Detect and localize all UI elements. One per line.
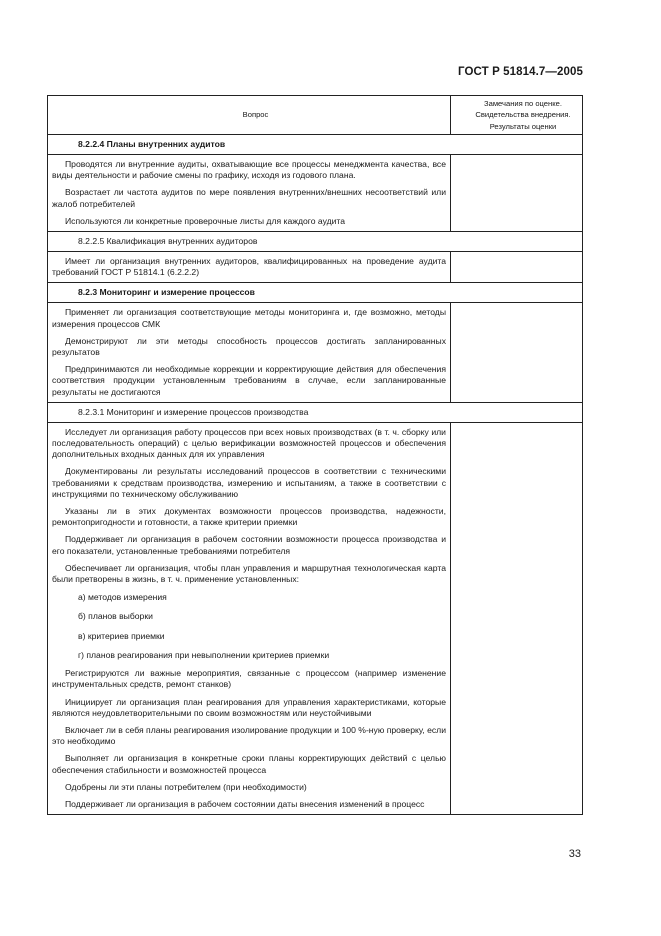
section-row <box>48 232 583 252</box>
question-text: Выполняет ли организация в конкретные сроки планы корректирующих действий с целью обеспечения стабильности и возможностей процесса <box>52 753 446 775</box>
question-text: Предпринимаются ли необходимые коррекции и корректирующие действия для обеспечения соответствия продукции установленным требованиям в случае, если запланированные результаты не достигаются <box>52 364 446 397</box>
question-text: Документированы ли результаты исследований процессов в соответствии с техническими требованиями к средствам производства, измерению и испытаниям, а также в соответствии с инструкциями по техническому обслуживанию <box>52 466 446 499</box>
notes-header-line: Результаты оценки <box>489 121 557 131</box>
answer-cell[interactable] <box>451 252 583 283</box>
assessment-table <box>47 95 583 815</box>
list-item: а) методов измерения <box>78 592 167 603</box>
question-text: Поддерживает ли организация в рабочем состоянии возможности процесса производства и его показатели, установленные требованиями потребителя <box>52 534 446 556</box>
answer-cell[interactable] <box>451 303 583 402</box>
column-header-question: Вопрос <box>48 96 451 135</box>
question-text: Инициирует ли организация план реагирования для управления характеристиками, которые являются неудовлетворительными по своим возможностям или неустойчивыми <box>52 696 446 718</box>
list-item: г) планов реагирования при невыполнении критериев приемки <box>78 649 330 660</box>
question-text: Демонстрируют ли эти методы способность процессов достигать запланированных результатов <box>52 335 446 358</box>
notes-header-line: Свидетельства внедрения. <box>475 110 571 120</box>
question-cell <box>48 422 451 814</box>
question-text: Проводятся ли внутренние аудиты, охватывающие все процессы менеджмента качества, все виды деятельности и рабочие смены по графику, исходя из годового плана. <box>52 159 446 181</box>
section-row <box>48 283 583 303</box>
document-code: ГОСТ Р 51814.7—2005 <box>458 66 583 78</box>
page-number: 33 <box>568 848 581 860</box>
question-text: Исследует ли организация работу процессов при всех новых производствах (в т. ч. сборку или последовательность операций) с целью верификации возможностей процессов и обеспечения дополнительных входных данных для их управления <box>52 426 446 460</box>
answer-cell[interactable] <box>451 155 583 232</box>
question-text: Включает ли в себя планы реагирования изолирование продукции и 100 %-ную проверку, если это необходимо <box>52 724 446 747</box>
question-cell <box>48 155 451 232</box>
question-text: Используются ли конкретные проверочные листы для каждого аудита <box>65 215 346 226</box>
notes-header-line: Замечания по оценке. <box>484 98 562 108</box>
section-row <box>48 135 583 155</box>
question-text: Регистрируются ли важные мероприятия, связанные с процессом (например изменение инструментальных средств, ремонт станков) <box>52 668 446 690</box>
section-title: 8.2.2.4 Планы внутренних аудитов <box>48 135 583 155</box>
section-title: 8.2.3.1 Мониторинг и измерение процессов производства <box>48 402 583 422</box>
section-title: 8.2.2.5 Квалификация внутренних аудиторов <box>48 232 583 252</box>
section-title: 8.2.3 Мониторинг и измерение процессов <box>48 283 583 303</box>
question-cell <box>48 252 451 283</box>
question-text: Обеспечивает ли организация, чтобы план управления и маршрутная технологическая карта были претворены в жизнь, в т. ч. применение установленных: <box>52 562 446 585</box>
question-group-row <box>48 303 583 402</box>
question-text: Одобрены ли эти планы потребителем (при необходимости) <box>65 781 307 792</box>
question-cell <box>48 303 451 402</box>
column-header-notes <box>451 96 583 135</box>
answer-cell[interactable] <box>451 422 583 814</box>
list-item: в) критериев приемки <box>78 630 165 641</box>
section-row <box>48 402 583 422</box>
list-item: б) планов выборки <box>78 611 153 622</box>
question-group-row <box>48 422 583 814</box>
question-text: Имеет ли организация внутренних аудиторов, квалифицированных на проведение аудита требований ГОСТ Р 51814.1 (6.2.2.2) <box>52 256 446 278</box>
question-text: Поддерживает ли организация в рабочем состоянии даты внесения изменений в процесс <box>65 798 425 809</box>
question-group-row <box>48 252 583 283</box>
question-text: Применяет ли организация соответствующие методы мониторинга и, где возможно, методы измерения процессов СМК <box>52 307 446 329</box>
question-text: Возрастает ли частота аудитов по мере появления внутренних/внешних несоответствий или жалоб потребителей <box>52 187 446 209</box>
question-group-row <box>48 155 583 232</box>
table-header-row <box>48 96 583 135</box>
question-text: Указаны ли в этих документах возможности процессов производства, надежности, ремонтопригодности и готовности, а также критерии приемки <box>52 506 446 528</box>
